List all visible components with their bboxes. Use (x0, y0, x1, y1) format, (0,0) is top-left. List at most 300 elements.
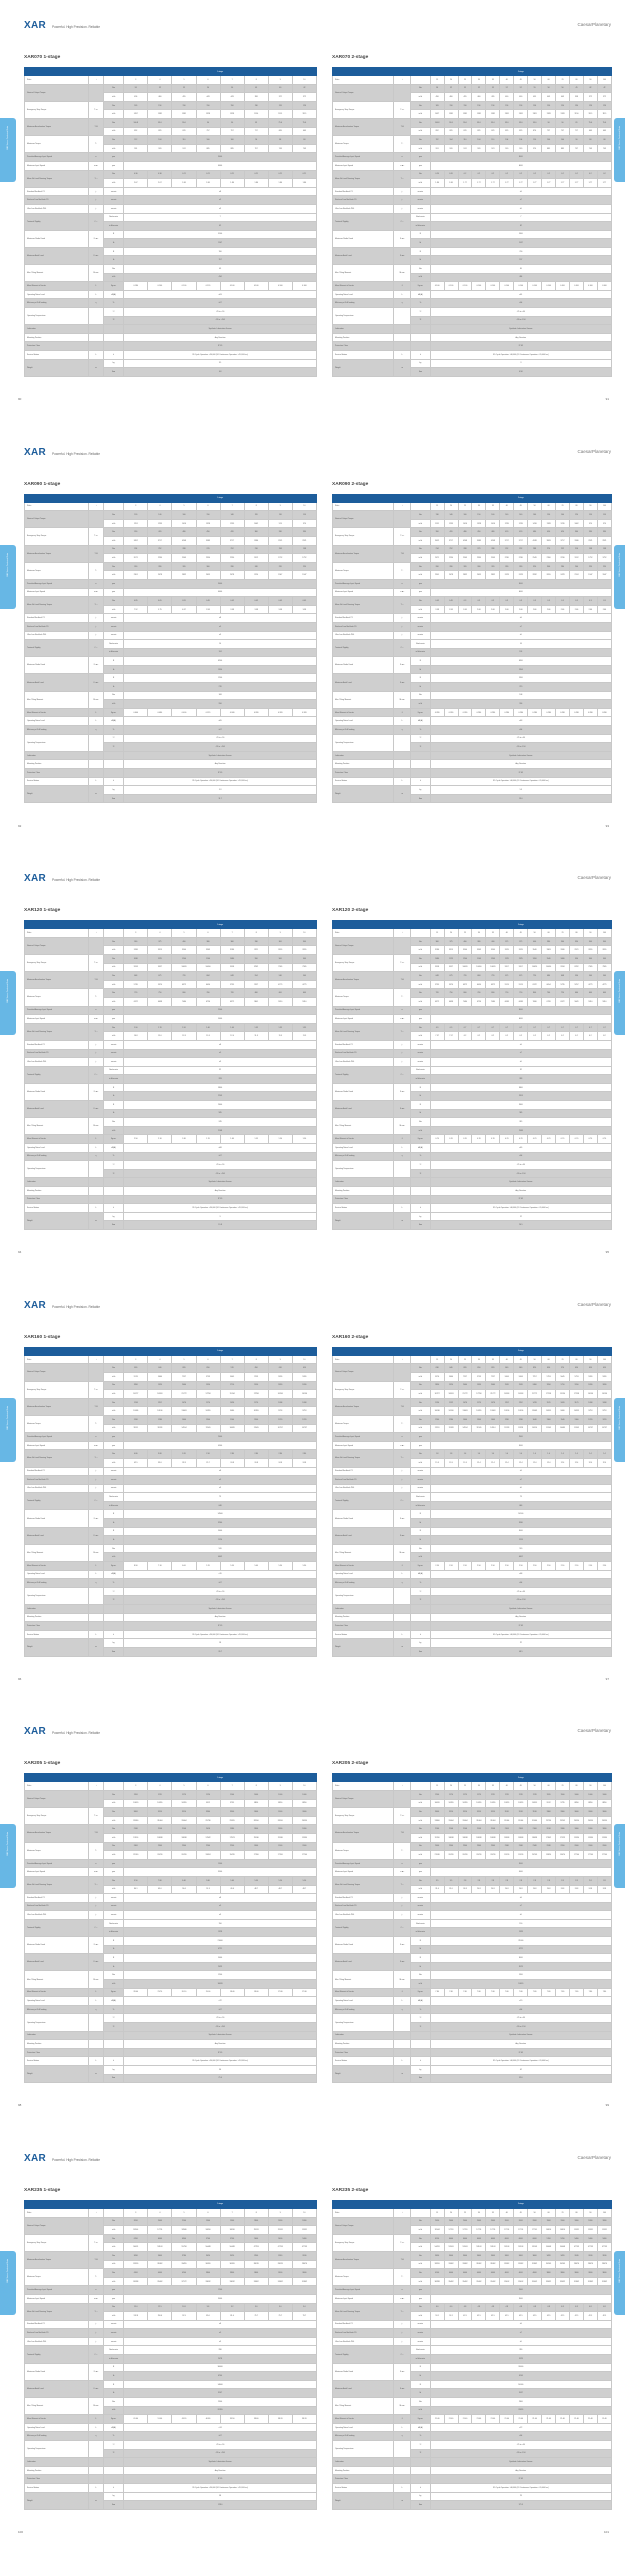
table-header-row (25, 494, 317, 502)
spec-table (24, 1347, 317, 1657)
value-cell: 124 (430, 648, 611, 657)
ratio-value: 100 (597, 1355, 611, 1364)
row-unit: °F (411, 2023, 431, 2032)
value-cell: 26550 (292, 1816, 316, 1825)
row-unit: N (411, 230, 431, 239)
value-cell: 2340 (528, 1842, 542, 1851)
row-unit: in.lb/arcmin (411, 222, 431, 231)
value-cell: 1416 (528, 519, 542, 528)
value-cell: 1328 (430, 1928, 611, 1937)
value-cell: 6000 (458, 2234, 472, 2243)
value-cell: 79.7 (244, 2312, 268, 2321)
value-cell: 7 (430, 213, 611, 222)
value-cell: 9957 (514, 963, 528, 972)
table-row (333, 597, 612, 606)
row-unit: in.lb (411, 1126, 431, 1135)
row-unit: in.lb (411, 127, 431, 136)
row-label: Maximum Axial Load (25, 674, 89, 691)
table-row (25, 1493, 317, 1502)
value-cell: 1000 (597, 1790, 611, 1799)
value-cell: -13 to +194 (430, 1169, 611, 1178)
row-symbol: T₂B (394, 972, 411, 989)
value-cell: 3510 (472, 1808, 486, 1817)
value-cell: 6.2 (583, 1032, 597, 1041)
row-unit: Nm/arcmin (103, 1493, 123, 1502)
row-unit: arcmin (411, 1902, 431, 1911)
value-cell: 3717 (500, 536, 514, 545)
value-cell: 2000 (430, 1859, 611, 1868)
table-header-row (25, 1774, 317, 1782)
value-cell: 0.7 (500, 1023, 514, 1032)
value-cell: 1800 (570, 1825, 584, 1834)
value-cell: 260 (430, 562, 444, 571)
table-row (333, 1144, 612, 1153)
value-cell: 2400 (124, 1842, 148, 1851)
row-label: Mounting Position (25, 1613, 89, 1622)
value-cell: 35402 (444, 2277, 458, 2286)
value-cell: S5 Cycle Operation: >30,000 (S1 Continuous Operation: >15,000 hrs) (124, 2483, 317, 2492)
table-row (25, 1825, 317, 1834)
row-label: Efficiency at Full loading (333, 1579, 394, 1588)
table-row (25, 2303, 317, 2312)
value-cell: 460 (148, 93, 172, 102)
value-cell: 0.370 (196, 708, 220, 717)
row-unit: Nm (411, 1790, 431, 1799)
table-row (25, 929, 317, 938)
value-cell: 42.5 (500, 2312, 514, 2321)
row-symbol: m (394, 359, 411, 376)
table-row (333, 2458, 612, 2467)
value-cell: 20.10 (172, 1988, 196, 1997)
row-symbol: M₂ₖₘₐₓ (89, 2398, 104, 2415)
value-cell: 18638 (528, 1833, 542, 1842)
row-label: Operating Temperature (25, 308, 89, 325)
value-cell: 1152 (148, 1398, 172, 1407)
value-cell: 5.50 (292, 1876, 316, 1885)
value-cell: 12.4 (528, 1458, 542, 1467)
ratio-value: 30 (472, 1355, 486, 1364)
value-cell: ≤72 (124, 1997, 317, 2006)
value-cell: 2.8 (542, 1876, 556, 1885)
value-cell: ≥97 (124, 299, 317, 308)
value-cell: 0.280 (597, 708, 611, 717)
value-cell: 2.66 (500, 605, 514, 614)
value-cell: 2168 (124, 1126, 317, 1135)
row-label: Ratio (333, 929, 394, 938)
value-cell: 11328 (444, 1424, 458, 1433)
row-unit: Nm/arcmin (411, 640, 431, 649)
value-cell: 1.77 (458, 179, 472, 188)
value-cell: 660 (244, 989, 268, 998)
row-symbol: L₁ (89, 1204, 104, 1213)
row-label: Mass Moment of Inertia (25, 708, 89, 717)
row-symbol: L₁ (394, 1570, 411, 1579)
value-cell: 0.320 (292, 708, 316, 717)
value-cell: 0.340 (220, 708, 244, 717)
value-cell: 2.66 (458, 605, 472, 614)
value-cell: 1150 (570, 110, 584, 119)
row-unit: in.lb (103, 1407, 123, 1416)
value-cell: 0.7 (514, 1023, 528, 1032)
row-unit: Nm (103, 1808, 123, 1817)
row-unit (103, 2475, 123, 2484)
value-cell: 150 (124, 1919, 317, 1928)
row-symbol: n₁ (89, 2286, 104, 2295)
page-number-left: 98 (18, 2103, 22, 2108)
row-unit: Nm (103, 989, 123, 998)
value-cell: 12.4 (196, 1032, 220, 1041)
row-unit: lb (411, 256, 431, 265)
row-unit: Nm (411, 1381, 431, 1390)
ratio-value: 7 (220, 2208, 244, 2217)
row-unit: arcmin (411, 614, 431, 623)
row-symbol: M₂ₖₘₐₓ (394, 691, 411, 708)
value-cell: 49.6 (220, 1885, 244, 1894)
value-cell: 2230 (514, 554, 528, 563)
value-cell: 288 (172, 545, 196, 554)
value-cell: Synthetic Lubrication Grease (430, 2031, 611, 2040)
value-cell: 1.77 (486, 179, 500, 188)
row-unit: Nm (411, 1450, 431, 1459)
row-symbol (89, 2014, 104, 2031)
row-unit: Nm (103, 1544, 123, 1553)
value-cell: 110 (458, 136, 472, 145)
value-cell: -25 to +90 (124, 308, 317, 317)
value-cell: 3600 (486, 2251, 500, 2260)
value-cell: 2.80 (220, 1450, 244, 1459)
value-cell: 1328 (196, 110, 220, 119)
row-symbol: T₂B (89, 1398, 104, 1415)
row-unit (103, 1622, 123, 1631)
value-cell: 2.8 (458, 1876, 472, 1885)
value-cell: 10797 (268, 1424, 292, 1433)
row-symbol: L₁ (394, 1144, 411, 1153)
row-unit: in.lb (411, 1553, 431, 1562)
row-unit: Kgcm² (103, 1135, 123, 1144)
value-cell: 2655 (472, 571, 486, 580)
value-cell: 220 (292, 562, 316, 571)
value-cell: 0.280 (444, 708, 458, 717)
value-cell: 270 (542, 545, 556, 554)
table-row (333, 2380, 612, 2389)
value-cell: 252 (514, 545, 528, 554)
value-cell: 53103 (528, 2243, 542, 2252)
value-cell: 2655 (292, 946, 316, 955)
row-unit (103, 1605, 123, 1614)
row-label: Emergency Stop Torque (333, 2234, 394, 2251)
value-cell: 31862 (500, 2260, 514, 2269)
row-unit: Nm (103, 1971, 123, 1980)
value-cell: 9558 (430, 963, 444, 972)
ratio-value: 30 (472, 2208, 486, 2217)
row-unit: lb (103, 1092, 123, 1101)
row-unit: Nm (411, 954, 431, 963)
row-unit (411, 2458, 431, 2467)
value-cell: 760 (196, 989, 220, 998)
row-unit: in.lb (103, 1553, 123, 1562)
table-row (333, 2303, 612, 2312)
ratio-value: 8 (244, 2208, 268, 2217)
value-cell: 53103 (500, 2243, 514, 2252)
row-unit (103, 333, 123, 342)
value-cell: 2655 (268, 946, 292, 955)
value-cell: 1000 (583, 1790, 597, 1799)
table-row (333, 2031, 612, 2040)
value-cell: 6000 (500, 2234, 514, 2243)
value-cell: 876 (458, 127, 472, 136)
value-cell: 157 (430, 256, 611, 265)
value-cell: 53103 (148, 2243, 172, 2252)
ratio-value: 50 (528, 1782, 542, 1791)
table-row (25, 579, 317, 588)
row-unit: lb (411, 1536, 431, 1545)
row-unit: Kgcm² (411, 282, 431, 291)
value-cell: 1381 (500, 110, 514, 119)
row-unit: in.lb (411, 519, 431, 528)
stage-header: 2-stage (430, 1347, 611, 1355)
value-cell: 3420 (220, 2251, 244, 2260)
value-cell: 3717 (148, 536, 172, 545)
row-unit: in.lb (103, 1799, 123, 1808)
table-row (25, 1441, 317, 1450)
row-label: Maximum Radial Load (25, 1937, 89, 1954)
row-unit: dB(A) (103, 2423, 123, 2432)
value-cell: 3600 (583, 2269, 597, 2278)
row-symbol: n₁ (89, 1433, 104, 1442)
value-cell: 55758 (172, 2243, 196, 2252)
row-symbol: n₁ (394, 2286, 411, 2295)
value-cell: 1.4 (486, 1450, 500, 1459)
value-cell: 26550 (597, 1816, 611, 1825)
value-cell: 8850 (292, 1799, 316, 1808)
table-row (333, 325, 612, 334)
row-symbol (394, 511, 411, 528)
row-unit: in.lb (411, 2260, 431, 2269)
value-cell: 3240 (292, 2251, 316, 2260)
value-cell: 1147 (430, 239, 611, 248)
value-cell: 42.5 (570, 2312, 584, 2321)
value-cell: 50448 (220, 2243, 244, 2252)
row-symbol: M₂ₖₘₐₓ (394, 1544, 411, 1561)
row-symbol (89, 1364, 104, 1381)
row-unit: h (411, 351, 431, 360)
value-cell: 1100 (220, 1790, 244, 1799)
value-cell: 1134 (124, 1398, 148, 1407)
value-cell: 5.50 (268, 1876, 292, 1885)
value-cell: 6300 (172, 2234, 196, 2243)
value-cell: 300 (292, 937, 316, 946)
ratio-value: 45 (514, 1355, 528, 1364)
row-symbol: T₂ (89, 1415, 104, 1432)
row-symbol: J₁ (89, 2415, 104, 2424)
row-unit: N (411, 2363, 431, 2372)
page-title: XAR070 1-stage (24, 55, 61, 60)
value-cell: 132.8 (124, 2312, 148, 2321)
value-cell: S5 Cycle Operation: >30,000 (S1 Continuous Operation: >15,000 hrs) (430, 2057, 611, 2066)
value-cell: 4000 (444, 2269, 458, 2278)
ratio-value: 70 (556, 76, 570, 85)
value-cell: -13 to +194 (430, 1596, 611, 1605)
value-cell: 55 (528, 84, 542, 93)
table-row (25, 1135, 317, 1144)
value-cell: ≤74 (124, 2423, 317, 2432)
value-cell: 2340 (148, 1842, 172, 1851)
row-symbol: T₀₁₂ (394, 1876, 411, 1893)
value-cell: 892 (124, 127, 148, 136)
row-symbol: n₁ (394, 1433, 411, 1442)
ratio-value: 30 (472, 502, 486, 511)
value-cell: 0.180 (124, 282, 148, 291)
value-cell: 4100 (124, 2269, 148, 2278)
value-cell: 892 (430, 127, 444, 136)
row-unit: arcmin (411, 631, 431, 640)
row-unit: in.lb/arcmin (103, 1501, 123, 1510)
value-cell: 3363 (196, 946, 220, 955)
value-cell: 2000 (500, 2217, 514, 2226)
value-cell: 0.45 (444, 597, 458, 606)
value-cell: 20355 (430, 2406, 611, 2415)
table-row (25, 342, 317, 351)
value-cell: 2.50 (486, 1562, 500, 1571)
value-cell: 0.100 (514, 282, 528, 291)
value-cell: 640 (500, 1364, 514, 1373)
row-unit: °C (411, 1161, 431, 1170)
value-cell: 1140 (556, 1415, 570, 1424)
row-label: Maximum Radial Load (333, 230, 394, 247)
row-unit (411, 1195, 431, 1204)
row-symbol (394, 2217, 411, 2234)
value-cell: 42.5 (583, 2312, 597, 2321)
value-cell: 16993 (148, 1390, 172, 1399)
row-unit: °F (103, 1169, 123, 1178)
value-cell: 21.40 (528, 2415, 542, 2424)
table-row (333, 769, 612, 778)
row-label: Emergency Stop Torque (333, 1808, 394, 1825)
row-label: Standard Backlash P1 (25, 1894, 89, 1903)
table-row (25, 588, 317, 597)
table-row (25, 282, 317, 291)
value-cell: 1.4 (597, 1450, 611, 1459)
row-symbol (394, 760, 411, 769)
row-unit: in.lb (411, 273, 431, 282)
value-cell: 1381 (172, 110, 196, 119)
row-unit: Nm/arcmin (103, 1919, 123, 1928)
ratio-value: 60 (542, 1355, 556, 1364)
row-unit: lb (103, 1109, 123, 1118)
row-label: Lubrication (333, 2458, 394, 2467)
value-cell: Synthetic Lubrication Grease (430, 751, 611, 760)
value-cell: 10620 (430, 1980, 611, 1989)
value-cell: 31.0 (430, 1885, 444, 1894)
row-symbol: J₁ (394, 2415, 411, 2424)
row-unit: in.lb (103, 2243, 123, 2252)
value-cell: 10036 (430, 1407, 444, 1416)
value-cell: 2478 (430, 2355, 611, 2364)
value-cell: 31.0 (444, 1885, 458, 1894)
row-unit: N (103, 1954, 123, 1963)
value-cell: 10196 (500, 1407, 514, 1416)
left-page (24, 1335, 317, 1657)
value-cell: 7965 (597, 963, 611, 972)
value-cell: 24.8 (583, 1885, 597, 1894)
right-page (332, 2188, 612, 2510)
value-cell: ≥97 (124, 2005, 317, 2014)
value-cell: 32659 (124, 2260, 148, 2269)
ratio-value: 35 (486, 929, 500, 938)
value-cell: 6.2 (458, 1032, 472, 1041)
row-label: Ultra Low Backlash P00 (25, 2337, 89, 2346)
ratio-value: 40 (500, 502, 514, 511)
row-symbol: L₁ (394, 777, 411, 786)
value-cell: IP 65 (124, 342, 317, 351)
tagline: Powerful. High Precision. Reliable (52, 25, 101, 29)
row-unit: lb (411, 1519, 431, 1528)
value-cell: 33.6 (148, 1458, 172, 1467)
row-label: Weight (333, 1212, 394, 1229)
value-cell: 3260 (430, 1519, 611, 1528)
value-cell: 434 (124, 273, 317, 282)
value-cell: 600 (268, 989, 292, 998)
value-cell: 1.77 (500, 179, 514, 188)
value-cell: 1125 (514, 954, 528, 963)
row-symbol: η (394, 2005, 411, 2014)
value-cell: 7965 (268, 963, 292, 972)
value-cell: 2.66 (514, 605, 528, 614)
row-unit: °F (103, 2023, 123, 2032)
value-cell: 21.40 (500, 2415, 514, 2424)
row-unit: Nm (103, 101, 123, 110)
table-row (25, 1058, 317, 1067)
value-cell: 330 (244, 937, 268, 946)
value-cell: 3000 (570, 1808, 584, 1817)
table-row (25, 937, 317, 946)
table-row (333, 153, 612, 162)
row-unit: Nm (103, 1790, 123, 1799)
value-cell: -25 to +90 (124, 734, 317, 743)
value-cell: 460 (472, 93, 486, 102)
value-cell: 24.8 (542, 1885, 556, 1894)
value-cell: IP 65 (430, 2475, 611, 2484)
value-cell: 2301 (124, 571, 148, 580)
row-unit (103, 1195, 123, 1204)
ratio-value: 3 (124, 502, 148, 511)
value-cell: 1062 (570, 519, 584, 528)
row-unit: lbₘ (103, 2074, 123, 2083)
value-cell: 31862 (444, 2260, 458, 2269)
row-symbol (394, 2048, 411, 2057)
value-cell: 1830 (292, 1381, 316, 1390)
row-unit: Nm (103, 1450, 123, 1459)
row-unit: Kgcm² (411, 1988, 431, 1997)
value-cell: 104 (472, 136, 486, 145)
value-cell: -25 to +90 (124, 1587, 317, 1596)
value-cell: 0.70 (458, 1135, 472, 1144)
value-cell: 1900 (542, 2217, 556, 2226)
ratio-value: 50 (528, 1355, 542, 1364)
value-cell: 496 (430, 93, 444, 102)
row-unit: rpm (103, 1868, 123, 1877)
value-cell: 0.2 (472, 170, 486, 179)
value-cell: 3800 (220, 2269, 244, 2278)
value-cell: 1800 (244, 2217, 268, 2226)
value-cell: 0.30 (148, 170, 172, 179)
value-cell: 11328 (148, 1424, 172, 1433)
value-cell: 5841 (244, 997, 268, 1006)
value-cell: 2.50 (597, 1562, 611, 1571)
value-cell: 21.40 (583, 2415, 597, 2424)
table-row (25, 1015, 317, 1024)
table-row (333, 1954, 612, 1963)
